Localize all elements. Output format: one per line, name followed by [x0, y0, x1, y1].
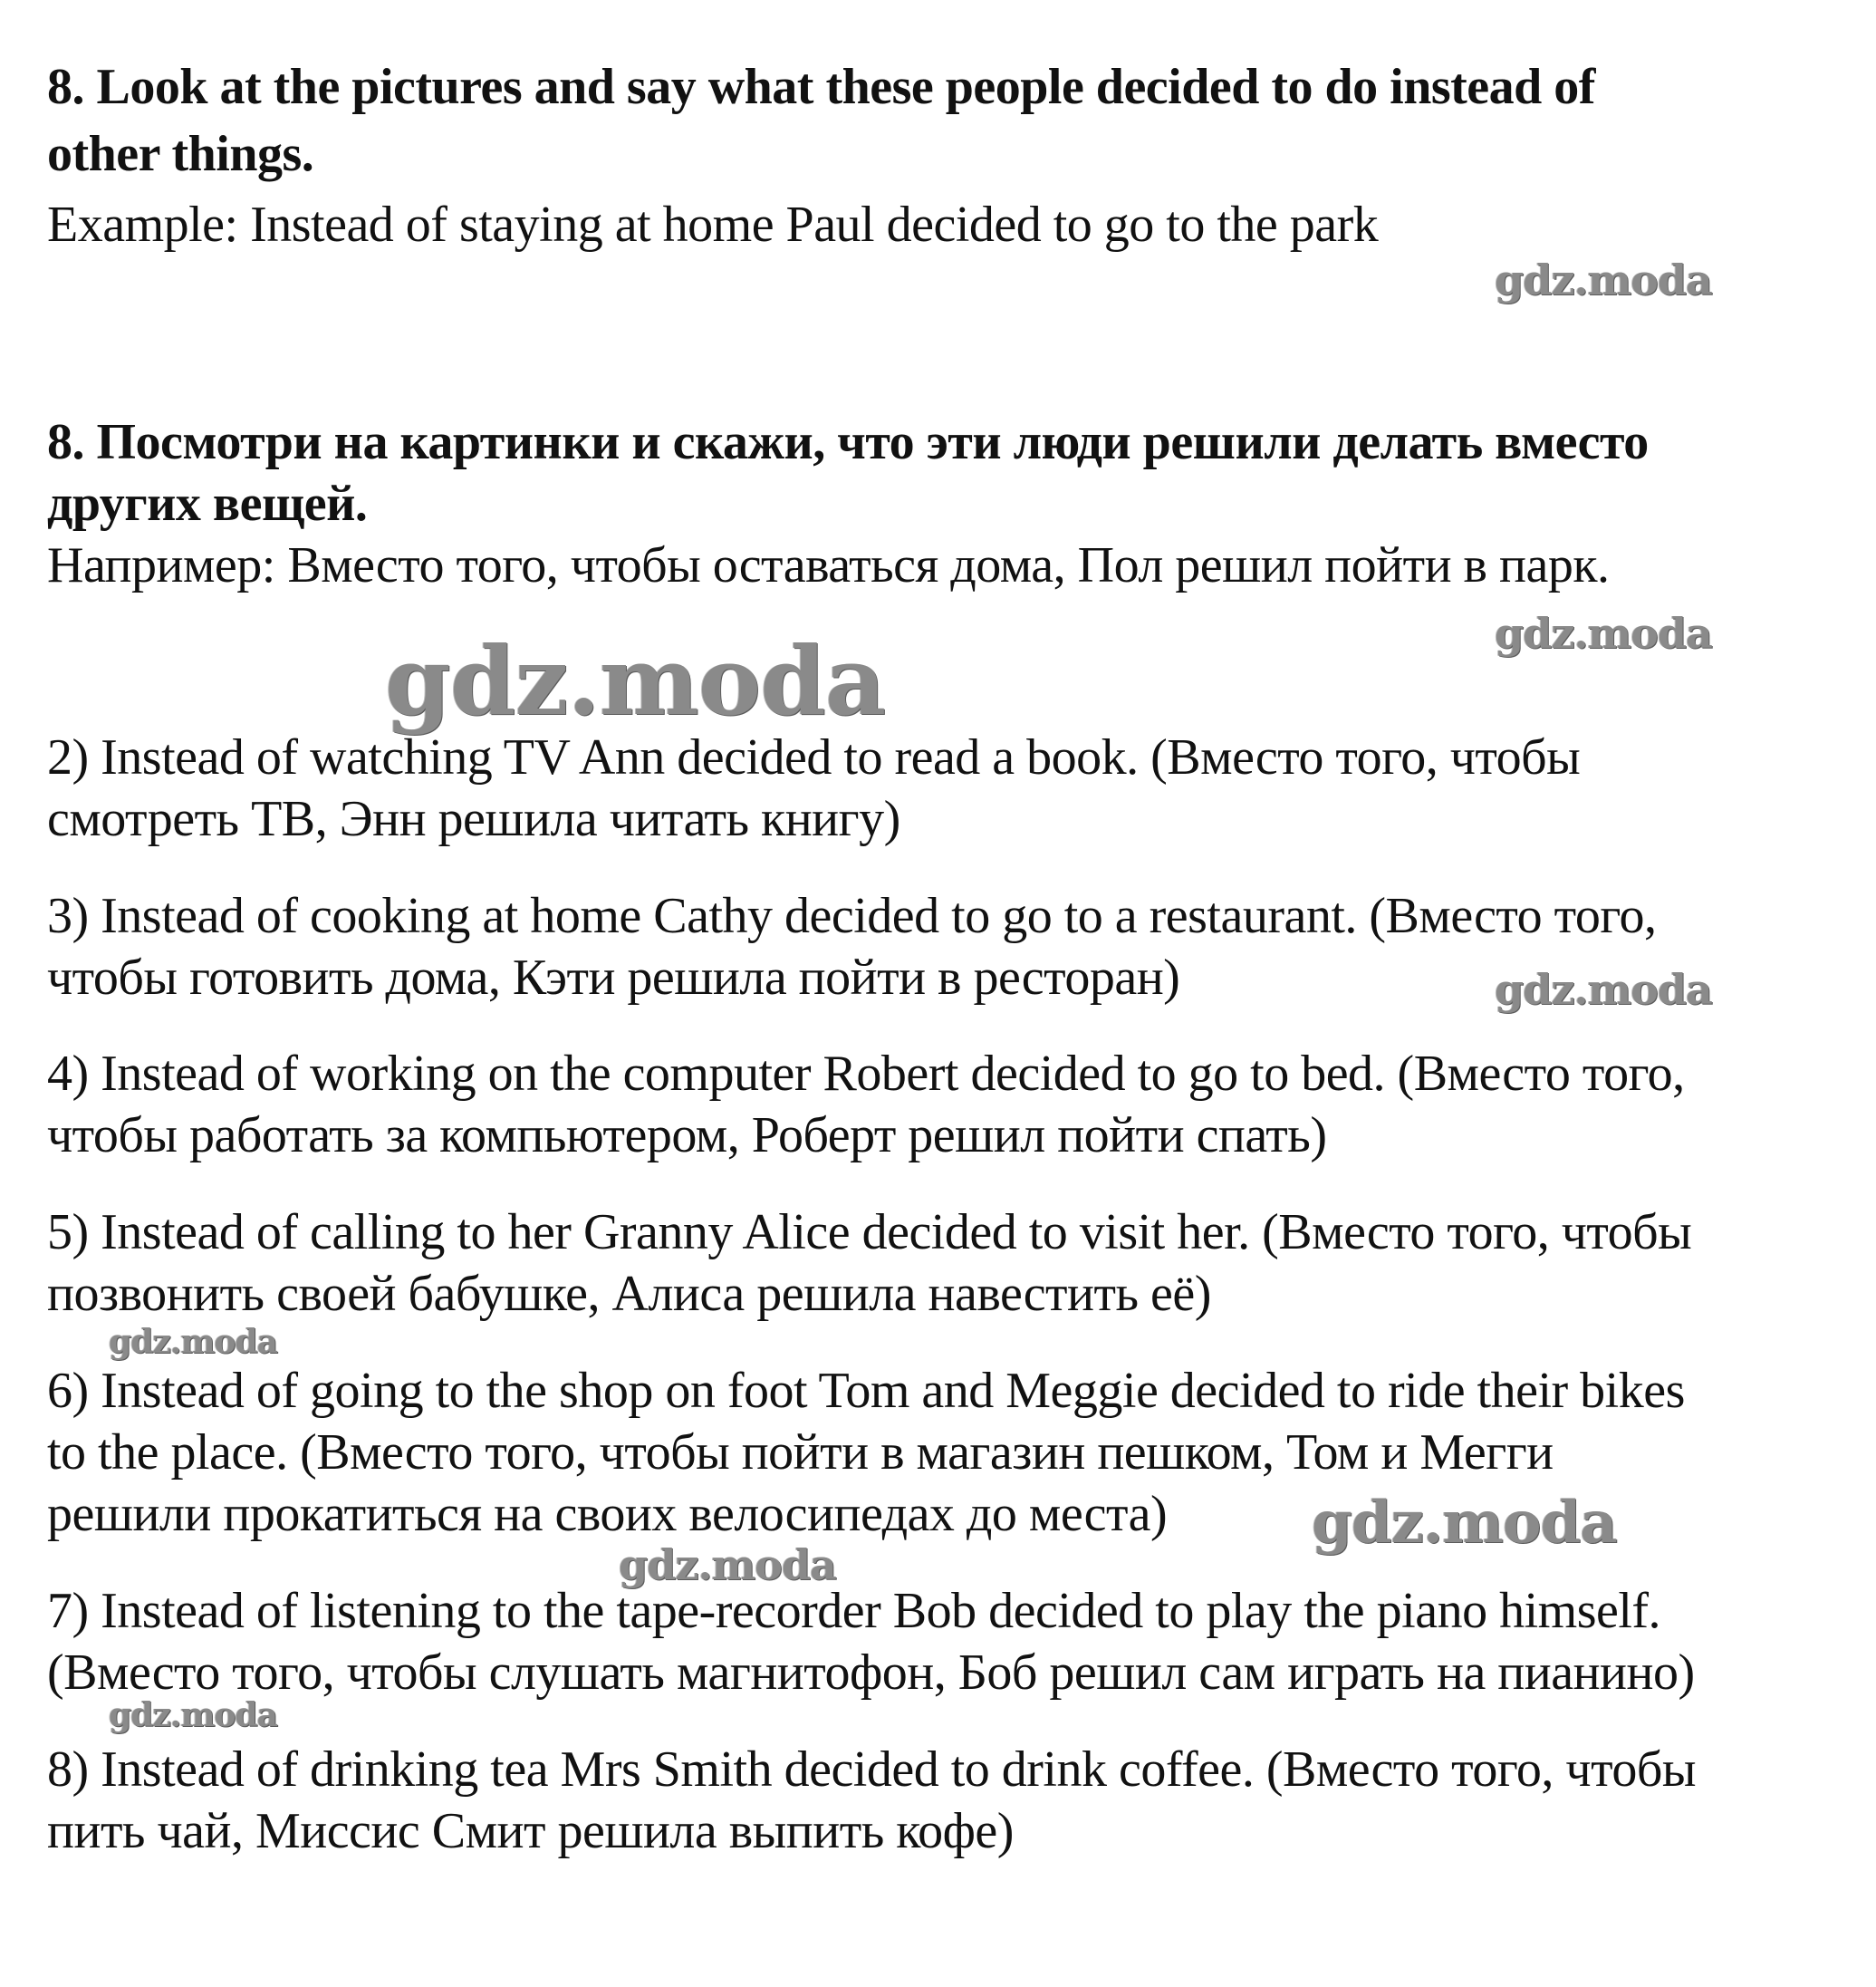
answer-4-line2: чтобы работать за компьютером, Роберт решил пойти спать)	[47, 1107, 1327, 1163]
answer-2-line2: смотреть ТВ, Энн решила читать книгу)	[47, 791, 900, 847]
answer-8-line1: 8) Instead of drinking tea Mrs Smith decided to drink coffee. (Вместо того, чтобы	[47, 1741, 1696, 1798]
watermark: gdz.moda	[109, 1696, 277, 1734]
english-title-line2: other things.	[47, 126, 314, 182]
russian-title-line2: других вещей.	[47, 476, 368, 532]
answer-6-line3: решили прокатиться на своих велосипедах до места)	[47, 1486, 1168, 1542]
russian-example: Например: Вместо того, чтобы оставаться дома, Пол решил пойти в парк.	[47, 537, 1610, 593]
watermark: gdz.moda	[1312, 1489, 1617, 1557]
answer-7-line1: 7) Instead of listening to the tape-recorder Bob decided to play the piano himself.	[47, 1583, 1661, 1639]
answer-5-line1: 5) Instead of calling to her Granny Alice decided to visit her. (Вместо того, чтобы	[47, 1204, 1692, 1260]
answer-6-line2: to the place. (Вместо того, чтобы пойти в магазин пешком, Том и Мегги	[47, 1424, 1554, 1481]
answer-4-line1: 4) Instead of working on the computer Robert decided to go to bed. (Вместо того,	[47, 1046, 1685, 1102]
watermark: gdz.moda	[619, 1540, 836, 1589]
watermark: gdz.moda	[1495, 965, 1712, 1014]
answer-3-line1: 3) Instead of cooking at home Cathy decided to go to a restaurant. (Вместо того,	[47, 888, 1657, 944]
english-title-line1: 8. Look at the pictures and say what these people decided to do instead of	[47, 59, 1595, 115]
answer-2-line1: 2) Instead of watching TV Ann decided to read a book. (Вместо того, чтобы	[47, 729, 1581, 786]
answer-7-line2: (Вместо того, чтобы слушать магнитофон, Боб решил сам играть на пианино)	[47, 1645, 1695, 1701]
english-example: Example: Instead of staying at home Paul decided to go to the park	[47, 197, 1379, 253]
watermark: gdz.moda	[1495, 256, 1712, 304]
watermark: gdz.moda	[109, 1323, 277, 1361]
answer-3-line2: чтобы готовить дома, Кэти решила пойти в ресторан)	[47, 950, 1180, 1006]
answer-8-line2: пить чай, Миссис Смит решила выпить кофе)	[47, 1803, 1014, 1859]
watermark: gdz.moda	[1495, 609, 1712, 658]
answer-5-line2: позвонить своей бабушке, Алиса решила навестить её)	[47, 1266, 1211, 1322]
answer-6-line1: 6) Instead of going to the shop on foot Tom and Meggie decided to ride their bikes	[47, 1363, 1685, 1419]
russian-title-line1: 8. Посмотри на картинки и скажи, что эти люди решили делать вместо	[47, 414, 1649, 470]
watermark: gdz.moda	[385, 625, 886, 737]
